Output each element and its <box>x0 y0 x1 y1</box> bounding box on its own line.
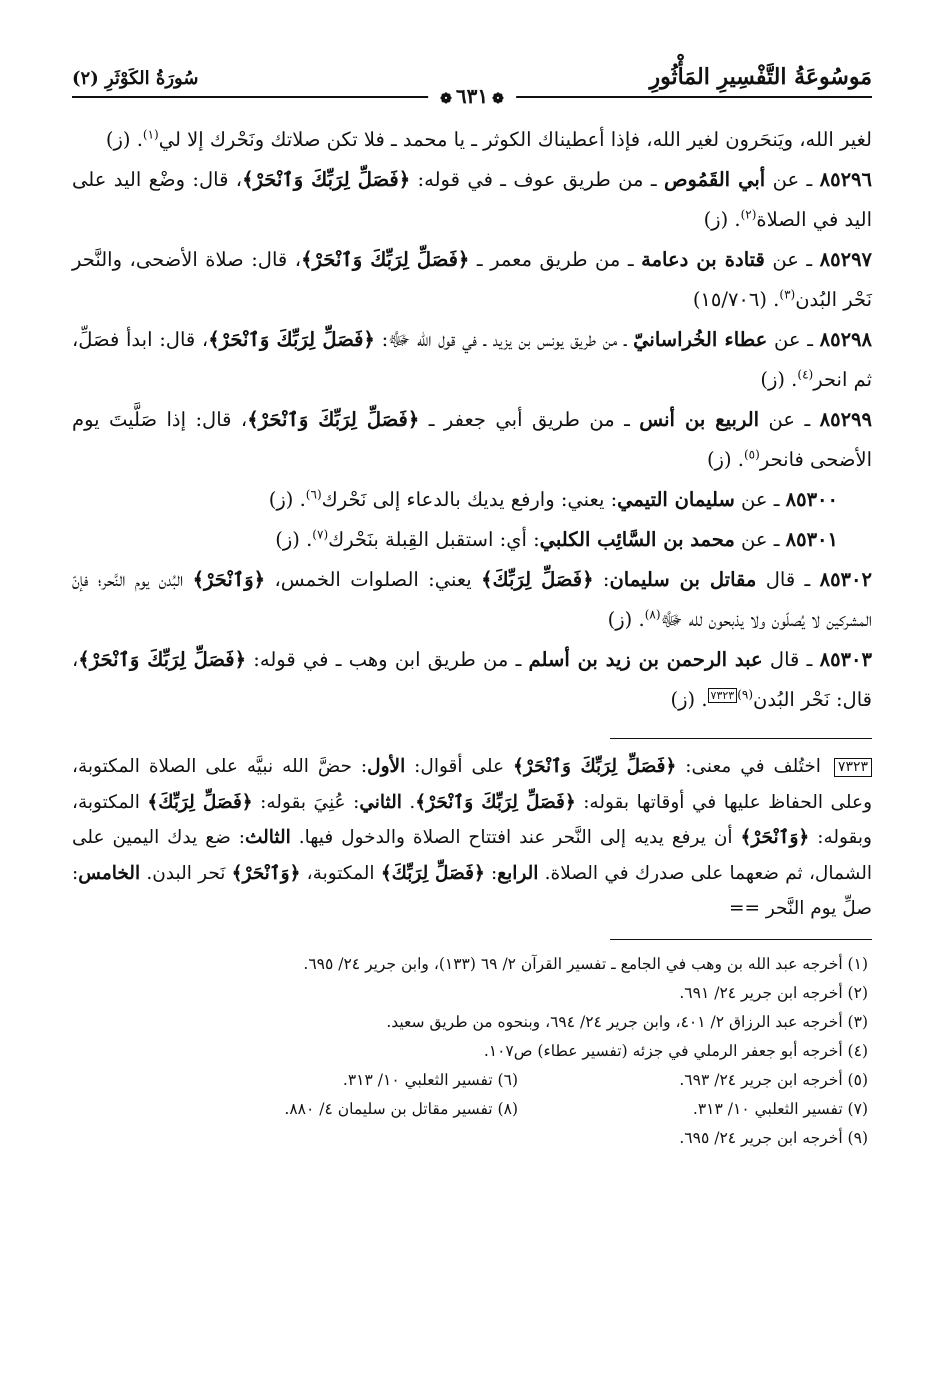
narrator-name: عبد الرحمن بن زيد بن أسلم <box>528 648 763 671</box>
text: ـ قال <box>756 568 820 591</box>
quran-quote: ﴿وَٱنْحَرْ﴾ <box>192 568 266 591</box>
text: ، قال: إذا صَلَّيتَ يوم الأضحى فانحر <box>72 408 872 471</box>
footnote-ref: (٣) <box>779 287 796 302</box>
text: . (ز) <box>268 488 306 511</box>
text: ، قال: صلاة الأضحى، والنَّحر نَحْر البُدن <box>72 248 872 311</box>
opinion-label: الثاني <box>359 791 402 813</box>
text: ـ عن <box>734 528 786 551</box>
footnote-2: (٢) أخرجه ابن جرير ٢٤/ ٦٩١. <box>679 983 868 1002</box>
text: أن يرفع يديه إلى النَّحر عند افتتاح الصلاة والدخول فيها. <box>290 827 741 848</box>
commentary-block <box>72 749 872 927</box>
narration-85301 <box>72 520 872 560</box>
footnote-ref: (٧) <box>312 527 329 542</box>
text: : أي: استقبل القِبلة بنَحْرك <box>328 528 540 551</box>
page-number-wrap <box>428 84 516 108</box>
text: . (ز) <box>275 528 313 551</box>
narration-number: ٨٥٣٠١ <box>785 528 838 551</box>
text: ، قال: وضْع اليد على اليد في الصلاة <box>72 168 872 231</box>
footnote-ref: (٨) <box>644 607 661 622</box>
narration-85303 <box>72 640 872 720</box>
text: . (ز) <box>105 128 143 151</box>
footnote-ref: (٤) <box>797 367 814 382</box>
text: : عُنِيَ بقوله: <box>252 791 360 813</box>
book-title: مَوسُوعَةُ التَّفْسِيرِ المَأْثُورِ <box>649 64 872 90</box>
narrator-name: مقاتل بن سليمان <box>609 568 757 591</box>
text: : صلِّ يوم النَّحر == <box>72 862 872 919</box>
text: : <box>484 862 498 884</box>
text: يعني: الصلوات الخمس، <box>265 568 482 591</box>
narration-85297 <box>72 240 872 320</box>
footnote-6: (٦) تفسير الثعلبي ١٠/ ٣١٣. <box>342 1070 518 1089</box>
narration-number: ٨٥٢٩٨ <box>819 328 872 351</box>
text: اختُلف في معنى: <box>676 756 830 777</box>
footnote-9: (٩) أخرجه ابن جرير ٢٤/ ٦٩٥. <box>679 1128 868 1147</box>
narrator-name: قتادة بن دعامة <box>641 248 765 271</box>
page-number: ٦٣١ <box>455 84 489 108</box>
footnote-7: (٧) تفسير الثعلبي ١٠/ ٣١٣. <box>692 1099 868 1118</box>
quran-quote: ﴿فَصَلِّ لِرَبِّكَ وَٱنْحَرْ﴾ <box>247 408 420 431</box>
text: على أقوال: <box>405 756 514 777</box>
footnote-3: (٣) أخرجه عبد الرزاق ٢/ ٤٠١، وابن جرير ٢٤/ ٦٩٤، وبنحوه من طريق سعيد. <box>386 1012 868 1031</box>
surah-title: سُورَةُ الكَوْثَرِ (٢) <box>72 68 199 89</box>
text: . (ز) <box>760 368 798 391</box>
paragraph-continuation <box>72 120 872 160</box>
text: ـ عن <box>764 248 820 271</box>
quran-quote: ﴿فَصَلِّ لِرَبِّكَ وَٱنْحَرْ﴾ <box>78 648 247 671</box>
text: : يعني: وارفع يديك بالدعاء إلى نَحْرك <box>321 488 618 511</box>
narration-85296 <box>72 160 872 240</box>
commentary-ref: ٧٣٢٣ <box>708 688 738 703</box>
footnote-5: (٥) أخرجه ابن جرير ٢٤/ ٦٩٣. <box>679 1070 868 1089</box>
text: ـ عن <box>734 488 786 511</box>
text: ـ من طريق أبي جعفر ـ <box>419 408 640 431</box>
text: . (١٥/٧٠٦) <box>692 288 780 311</box>
narration-number: ٨٥٢٩٦ <box>819 168 872 191</box>
narration-85299 <box>72 400 872 480</box>
footnote-1: (١) أخرجه عبد الله بن وهب في الجامع ـ تفسير القرآن ٢/ ٦٩ (١٣٣)، وابن جرير ٢٤/ ٦٩٥. <box>303 954 868 973</box>
separator-line <box>610 939 872 940</box>
narrator-name: الربيع بن أنس <box>639 408 760 431</box>
quran-quote: ﴿وَٱنْحَرْ﴾ <box>740 827 810 848</box>
text: ـ من طريق ابن وهب ـ في قوله: <box>246 648 529 671</box>
text: ، قال: نَحْر البُدن <box>72 648 872 711</box>
narration-number: ٨٥٣٠٢ <box>819 568 872 591</box>
commentary-number: ٧٣٢٣ <box>834 758 872 777</box>
opinion-label: الثالث <box>244 827 291 848</box>
narrator-name: محمد بن السَّائِب الكلبي <box>539 528 735 551</box>
main-text <box>72 120 872 720</box>
opinion-label: الرابع <box>497 862 539 884</box>
footnote-row <box>72 1095 868 1124</box>
text: ـ من طريق يونس بن يزيد ـ في قول الله ﷻ: <box>374 328 634 351</box>
text: . (ز) <box>703 208 741 231</box>
text: : ضع يدك اليمين على الشمال، ثم ضعهما على صدرك في الصلاة. <box>72 827 872 884</box>
text: ـ عن <box>765 168 820 191</box>
page-header <box>72 62 872 108</box>
quran-quote: ﴿فَصَلِّ لِرَبِّكَ وَٱنْحَرْ﴾ <box>301 248 470 271</box>
footnote-ref: (٩) <box>737 687 754 702</box>
text: : <box>593 568 610 591</box>
footnote-ref: (٦) <box>305 487 322 502</box>
quran-quote: ﴿فَصَلِّ لِرَبِّكَ﴾ <box>380 862 485 884</box>
text: ، قال: ابدأ فصَلِّ، ثم انحر <box>72 328 872 391</box>
footnote-ref: (١) <box>142 127 159 142</box>
footnote-ref: (٥) <box>743 447 760 462</box>
narration-number: ٨٥٣٠٣ <box>819 648 872 671</box>
quran-quote: ﴿فَصَلِّ لِرَبِّكَ وَٱنْحَرْ﴾ <box>513 756 677 777</box>
text: ـ عن <box>767 328 820 351</box>
opinion-label: الخامس <box>78 862 141 884</box>
quran-quote: ﴿فَصَلِّ لِرَبِّكَ وَٱنْحَرْ﴾ <box>415 791 576 813</box>
text: . (ز) <box>706 448 744 471</box>
quran-quote: ﴿فَصَلِّ لِرَبِّكَ وَٱنْحَرْ﴾ <box>208 328 375 351</box>
narration-85298 <box>72 320 872 400</box>
text: ـ من طريق عوف ـ في قوله: <box>410 168 664 191</box>
narration-85300 <box>72 480 872 520</box>
footnotes <box>72 950 872 1153</box>
narration-number: ٨٥٣٠٠ <box>785 488 838 511</box>
narrator-name: عطاء الخُراسانيّ <box>633 328 768 351</box>
text: لغير الله، ويَنحَرون لغير الله، فإذا أعطيناك الكوثر ـ يا محمد ـ فلا تكن صلاتك ونَحْرك إلا لي <box>158 128 872 151</box>
text: . (ز) <box>607 608 645 631</box>
text: المكتوبة، وبقوله: <box>72 791 872 848</box>
separator-line <box>610 738 872 739</box>
narrator-name: أبي القَمُوص <box>663 168 766 191</box>
quran-quote: ﴿فَصَلِّ لِرَبِّكَ وَٱنْحَرْ﴾ <box>242 168 411 191</box>
footnote-ref: (٢) <box>740 207 757 222</box>
footnote-row <box>72 1066 868 1095</box>
text: : حضَّ الله نبيَّه على الصلاة المكتوبة، وعلى الحفاظ عليها في أوقاتها بقوله: <box>72 756 873 813</box>
ornament-icon: ❁ <box>440 91 452 107</box>
narration-number: ٨٥٢٩٩ <box>819 408 872 431</box>
text: . (ز) <box>670 688 708 711</box>
text: البُدن يوم النَّحر؛ فإنّ المشركين لا يُصلّون ولا يذبحون لله ﷻ <box>72 568 872 631</box>
narration-number: ٨٥٢٩٧ <box>819 248 873 271</box>
footnote-8: (٨) تفسير مقاتل بن سليمان ٤/ ٨٨٠. <box>284 1099 518 1118</box>
text: . <box>401 791 416 813</box>
text: ـ من طريق معمر ـ <box>469 248 642 271</box>
text: ـ عن <box>759 408 820 431</box>
narration-85302 <box>72 560 872 640</box>
text: نَحر البدن. <box>140 862 232 884</box>
narrator-name: سليمان التيمي <box>617 488 735 511</box>
quran-quote: ﴿فَصَلِّ لِرَبِّكَ﴾ <box>147 791 253 813</box>
quran-quote: ﴿فَصَلِّ لِرَبِّكَ﴾ <box>481 568 594 591</box>
text: ـ قال <box>762 648 820 671</box>
opinion-label: الأول <box>367 756 406 777</box>
ornament-icon: ❁ <box>492 91 504 107</box>
page <box>72 62 872 1153</box>
footnote-4: (٤) أخرجه أبو جعفر الرملي في جزئه (تفسير عطاء) ص١٠٧. <box>483 1041 868 1060</box>
text: المكتوبة، <box>300 862 381 884</box>
quran-quote: ﴿وَٱنْحَرْ﴾ <box>231 862 301 884</box>
